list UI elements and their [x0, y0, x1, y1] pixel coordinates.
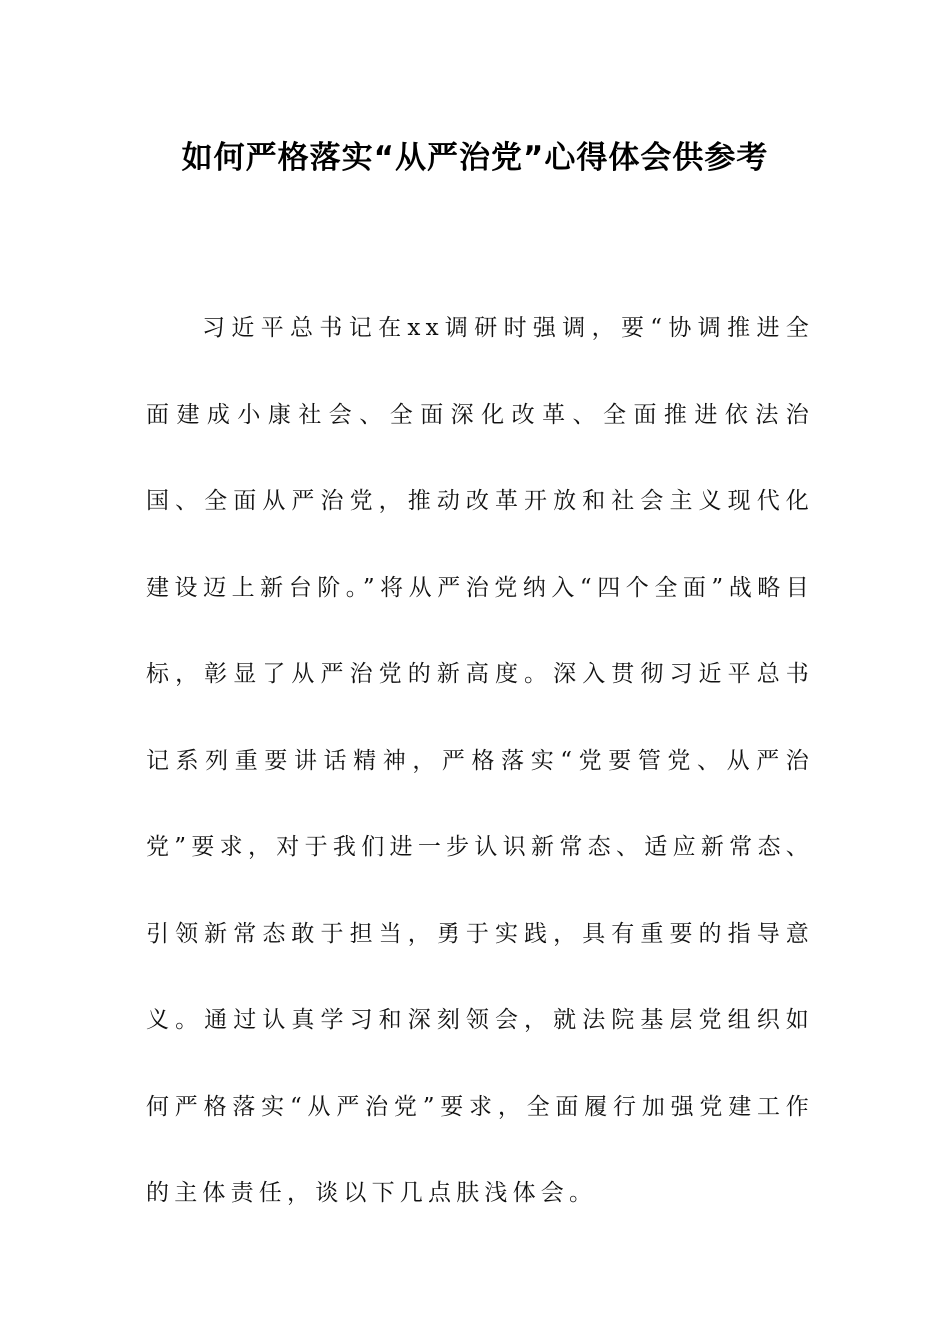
body-paragraph: 习近平总书记在xx调研时强调，要“协调推进全面建成小康社会、全面深化改革、全面推进依法治国、全面从严治党，推动改革开放和社会主义现代化建设迈上新台阶。”将从严治党纳入“四个全面”战略目标，彰显了从严治党的新高度。深入贯彻习近平总书记系列重要讲话精神，严格落实“党要管党、从严治党”要求，对于我们进一步认识新常态、适应新常态、引领新常态敢于担当，勇于实践，具有重要的指导意义。通过认真学习和深刻领会，就法院基层党组织如何严格落实“从严治党”要求，全面履行加强党建工作的主体责任，谈以下几点肤浅体会。 — [146, 315, 814, 1206]
document-title: 如何严格落实“从严治党”心得体会供参考 — [181, 140, 769, 176]
